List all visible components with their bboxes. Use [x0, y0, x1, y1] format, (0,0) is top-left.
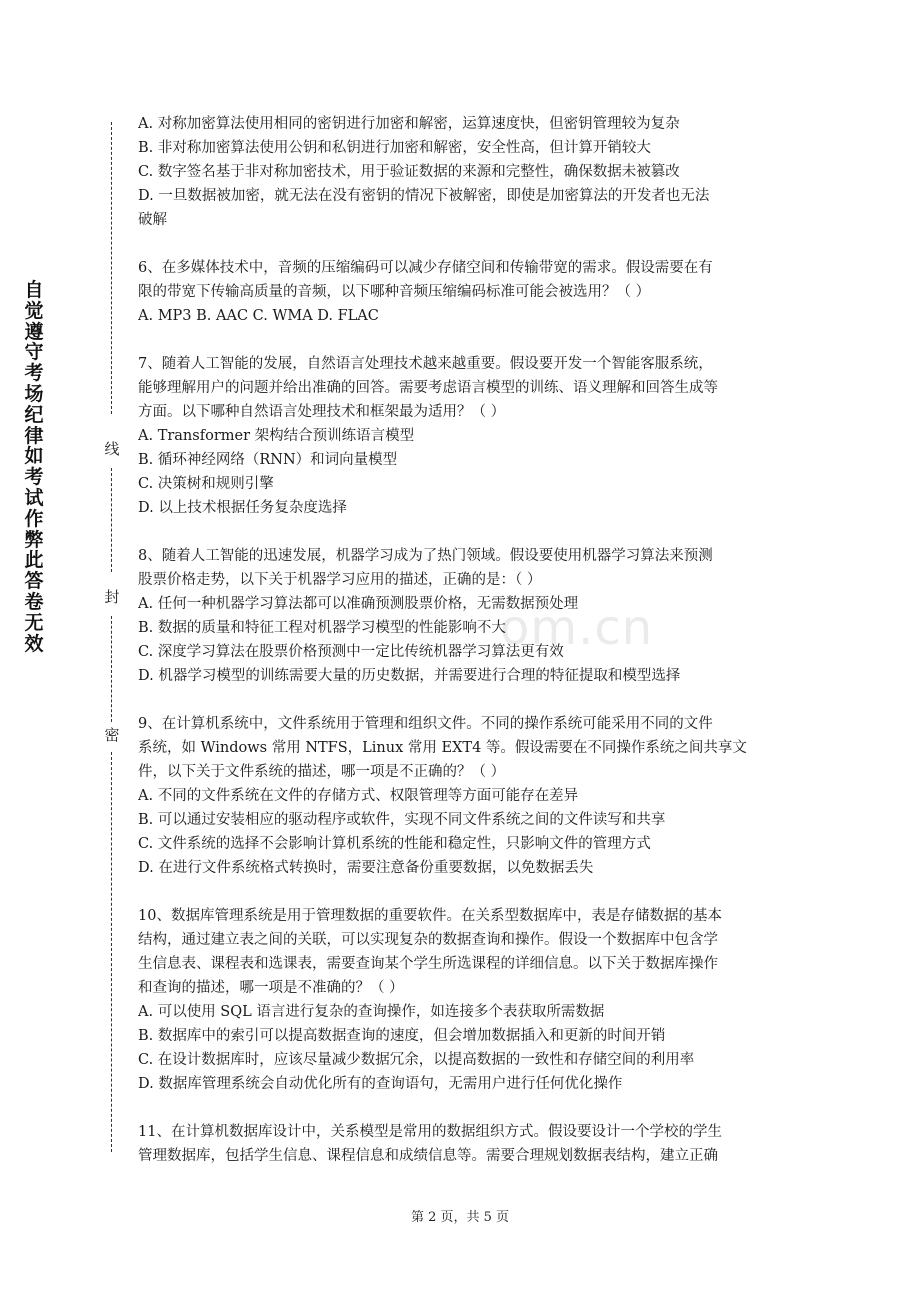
- text-line: D. 一旦数据被加密，就无法在没有密钥的情况下被解密，即使是加密算法的开发者也无法: [138, 188, 710, 204]
- paragraph-gap: [138, 328, 798, 352]
- text-line: C. 决策树和规则引擎: [138, 476, 274, 492]
- text-line: 股票价格走势，以下关于机器学习应用的描述，正确的是：（ ）: [138, 572, 542, 588]
- binding-line-lower: [111, 616, 112, 722]
- text-line: A. 不同的文件系统在文件的存储方式、权限管理等方面可能存在差异: [138, 788, 579, 804]
- paragraph-gap: [138, 520, 798, 544]
- text-line: D. 数据库管理系统会自动优化所有的查询语句，无需用户进行任何优化操作: [138, 1076, 623, 1092]
- binding-char-xian: 线: [104, 440, 120, 458]
- text-line: 件，以下关于文件系统的描述，哪一项是不正确的？（ ）: [138, 764, 506, 780]
- text-line: B. 数据库中的索引可以提高数据查询的速度，但会增加数据插入和更新的时间开销: [138, 1028, 666, 1044]
- text-line: 结构，通过建立表之间的关联，可以实现复杂的数据查询和操作。假设一个数据库中包含学: [138, 932, 718, 948]
- paragraph-gap: [138, 880, 798, 904]
- text-line: 生信息表、课程表和选课表，需要查询某个学生所选课程的详细信息。以下关于数据库操作: [138, 956, 718, 972]
- text-line: 方面。以下哪种自然语言处理技术和框架最为适用？（ ）: [138, 404, 506, 420]
- paragraph-gap: [138, 1096, 798, 1120]
- exam-discipline-notice: 自觉遵守考场纪律如考试作弊此答卷无效: [24, 279, 44, 655]
- text-line: A. MP3 B. AAC C. WMA D. FLAC: [138, 308, 379, 324]
- text-line: 6、在多媒体技术中，音频的压缩编码可以减少存储空间和传输带宽的需求。假设需要在有: [138, 260, 713, 276]
- text-line: B. 循环神经网络（RNN）和词向量模型: [138, 452, 398, 468]
- text-line: 破解: [138, 212, 167, 228]
- binding-line-middle: [111, 468, 112, 572]
- page-number: 第 2 页，共 5 页: [410, 1210, 510, 1225]
- text-line: 7、随着人工智能的发展，自然语言处理技术越来越重要。假设要开发一个智能客服系统，: [138, 356, 713, 372]
- text-line: 和查询的描述，哪一项是不准确的？（ ）: [138, 980, 404, 996]
- binding-char-feng: 封: [104, 588, 120, 606]
- text-line: B. 非对称加密算法使用公钥和私钥进行加密和解密，安全性高，但计算开销较大: [138, 140, 651, 156]
- text-line: 系统，如 Windows 常用 NTFS，Linux 常用 EXT4 等。假设需要在不同操作系统之间共享文: [138, 740, 747, 756]
- text-line: C. 在设计数据库时，应该尽量减少数据冗余，以提高数据的一致性和存储空间的利用率: [138, 1052, 695, 1068]
- text-line: C. 深度学习算法在股票价格预测中一定比传统机器学习算法更有效: [138, 644, 564, 660]
- text-line: D. 在进行文件系统格式转换时，需要注意备份重要数据，以免数据丢失: [138, 860, 594, 876]
- binding-line-top: [111, 122, 112, 414]
- binding-char-mi: 密: [104, 726, 120, 744]
- watermark-text: om.cn: [500, 600, 654, 656]
- text-line: C. 数字签名基于非对称加密技术，用于验证数据的来源和完整性，确保数据未被篡改: [138, 164, 680, 180]
- binding-line-bottom: [111, 752, 112, 1152]
- text-line: 11、在计算机数据库设计中，关系模型是常用的数据组织方式。假设要设计一个学校的学生: [138, 1124, 722, 1140]
- text-line: A. 对称加密算法使用相同的密钥进行加密和解密，运算速度快，但密钥管理较为复杂: [138, 116, 680, 132]
- text-line: 10、数据库管理系统是用于管理数据的重要软件。在关系型数据库中，表是存储数据的基本: [138, 908, 722, 924]
- text-line: 限的带宽下传输高质量的音频，以下哪种音频压缩编码标准可能会被选用？（ ）: [138, 284, 651, 300]
- text-line: B. 数据的质量和特征工程对机器学习模型的性能影响不大: [138, 620, 506, 636]
- text-line: 9、在计算机系统中，文件系统用于管理和组织文件。不同的操作系统可能采用不同的文件: [138, 716, 713, 732]
- text-line: D. 机器学习模型的训练需要大量的历史数据，并需要进行合理的特征提取和模型选择: [138, 668, 681, 684]
- text-line: C. 文件系统的选择不会影响计算机系统的性能和稳定性，只影响文件的管理方式: [138, 836, 651, 852]
- text-line: 8、随着人工智能的迅速发展，机器学习成为了热门领域。假设要使用机器学习算法来预测: [138, 548, 713, 564]
- paragraph-gap: [138, 688, 798, 712]
- text-line: B. 可以通过安装相应的驱动程序或软件，实现不同文件系统之间的文件读写和共享: [138, 812, 666, 828]
- text-line: 管理数据库，包括学生信息、课程信息和成绩信息等。需要合理规划数据表结构，建立正确: [138, 1148, 718, 1164]
- text-line: D. 以上技术根据任务复杂度选择: [138, 500, 347, 516]
- question-content: [138, 112, 798, 1168]
- text-line: A. Transformer 架构结合预训练语言模型: [138, 428, 415, 444]
- text-line: A. 可以使用 SQL 语言进行复杂的查询操作，如连接多个表获取所需数据: [138, 1004, 605, 1020]
- paragraph-gap: [138, 232, 798, 256]
- text-line: A. 任何一种机器学习算法都可以准确预测股票价格，无需数据预处理: [138, 596, 579, 612]
- text-line: 能够理解用户的问题并给出准确的回答。需要考虑语言模型的训练、语义理解和回答生成等: [138, 380, 718, 396]
